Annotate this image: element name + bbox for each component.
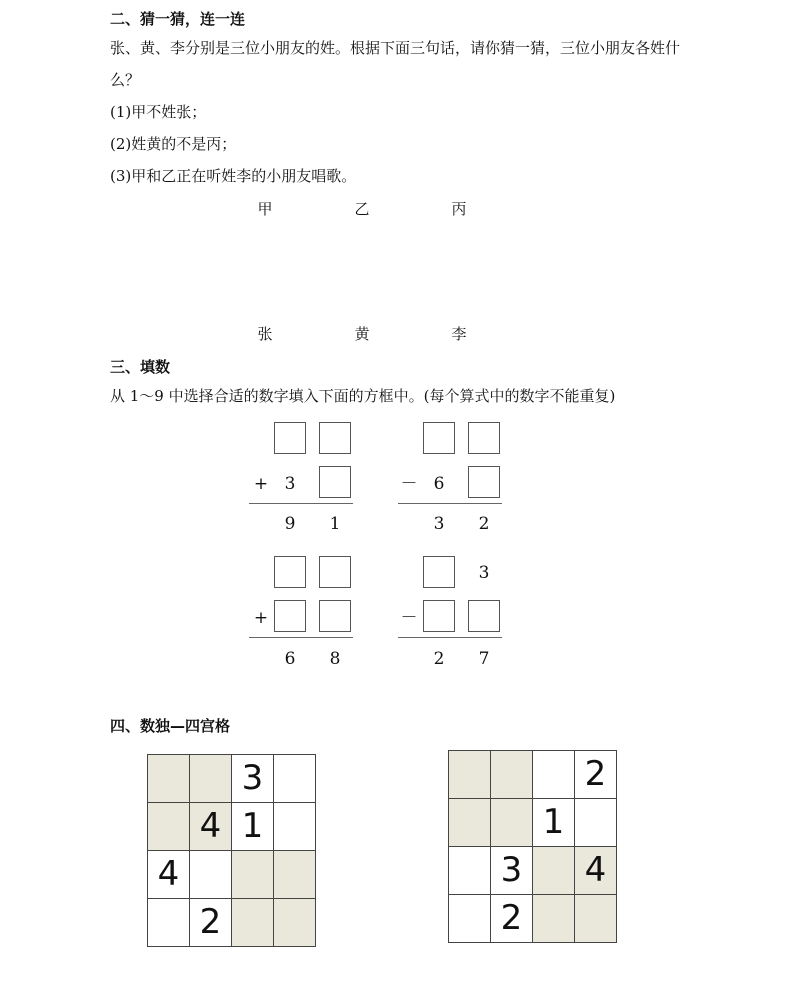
sudoku-cell: 4 <box>575 847 617 895</box>
plus-sign: + <box>253 608 269 628</box>
section4-heading: 四、数独—四宫格 <box>110 717 231 735</box>
answer-box[interactable] <box>274 556 306 588</box>
sudoku-row <box>148 755 316 803</box>
answer-box[interactable] <box>423 422 455 454</box>
answer-box[interactable] <box>423 600 455 632</box>
section2-intro-line2: 么？ <box>110 71 141 89</box>
answer-box[interactable] <box>274 422 306 454</box>
surname-li[interactable]: 李 <box>451 325 467 343</box>
difference-rule <box>398 637 502 638</box>
sudoku-cell: 2 <box>575 751 617 799</box>
result-digit: 8 <box>329 649 341 669</box>
answer-box[interactable] <box>274 600 306 632</box>
sudoku-cell[interactable] <box>449 751 491 799</box>
sudoku-row <box>449 847 617 895</box>
sudoku-row <box>148 803 316 851</box>
sudoku-cell[interactable] <box>190 851 232 899</box>
section3-heading: 三、填数 <box>110 358 171 376</box>
child-jia[interactable]: 甲 <box>257 200 273 218</box>
sudoku-cell[interactable] <box>491 751 533 799</box>
given-digit: 3 <box>284 474 296 494</box>
answer-box[interactable] <box>468 466 500 498</box>
section3-instruction: 从 1～9 中选择合适的数字填入下面的方框中。(每个算式中的数字不能重复) <box>110 387 616 405</box>
minus-sign: － <box>400 474 418 494</box>
result-digit: 6 <box>284 649 296 669</box>
sudoku-cell[interactable] <box>449 847 491 895</box>
answer-box[interactable] <box>319 466 351 498</box>
answer-box[interactable] <box>423 556 455 588</box>
sudoku-cell: 1 <box>232 803 274 851</box>
sudoku-cell[interactable] <box>148 755 190 803</box>
surname-zhang[interactable]: 张 <box>257 325 273 343</box>
sudoku-cell: 3 <box>232 755 274 803</box>
sudoku-grid-2 <box>448 750 617 943</box>
sudoku-cell[interactable] <box>148 803 190 851</box>
difference-rule <box>398 503 502 504</box>
child-yi[interactable]: 乙 <box>354 200 370 218</box>
sudoku-cell[interactable] <box>575 895 617 943</box>
answer-box[interactable] <box>319 600 351 632</box>
surname-huang[interactable]: 黄 <box>354 325 370 343</box>
minus-sign: － <box>400 608 418 628</box>
sudoku-cell[interactable] <box>449 799 491 847</box>
sudoku-cell[interactable] <box>533 751 575 799</box>
result-digit: 9 <box>284 514 296 534</box>
sudoku-cell[interactable] <box>274 755 316 803</box>
given-digit: 3 <box>478 563 490 583</box>
result-digit: 2 <box>433 649 445 669</box>
sudoku-row <box>449 895 617 943</box>
result-digit: 2 <box>478 514 490 534</box>
sudoku-cell[interactable] <box>274 899 316 947</box>
answer-box[interactable] <box>319 556 351 588</box>
answer-box[interactable] <box>319 422 351 454</box>
sum-rule <box>249 503 353 504</box>
clue-2: (2)姓黄的不是丙； <box>110 135 237 153</box>
sudoku-cell[interactable] <box>190 755 232 803</box>
sudoku-cell: 3 <box>491 847 533 895</box>
sudoku-cell[interactable] <box>232 899 274 947</box>
clue-3: (3)甲和乙正在听姓李的小朋友唱歌。 <box>110 167 357 185</box>
sudoku-row <box>148 851 316 899</box>
sudoku-cell: 4 <box>148 851 190 899</box>
sum-rule <box>249 637 353 638</box>
answer-box[interactable] <box>468 422 500 454</box>
result-digit: 3 <box>433 514 445 534</box>
sudoku-cell[interactable] <box>274 851 316 899</box>
given-digit: 6 <box>433 474 445 494</box>
answer-box[interactable] <box>468 600 500 632</box>
sudoku-cell[interactable] <box>274 803 316 851</box>
result-digit: 1 <box>329 514 341 534</box>
sudoku-cell[interactable] <box>575 799 617 847</box>
result-digit: 7 <box>478 649 490 669</box>
child-bing[interactable]: 丙 <box>451 200 467 218</box>
sudoku-cell: 2 <box>491 895 533 943</box>
sudoku-row <box>449 751 617 799</box>
sudoku-cell[interactable] <box>533 847 575 895</box>
sudoku-row <box>449 799 617 847</box>
section2-intro-line1: 张、黄、李分别是三位小朋友的姓。根据下面三句话，请你猜一猜，三位小朋友各姓什 <box>110 39 681 57</box>
sudoku-cell[interactable] <box>491 799 533 847</box>
sudoku-cell[interactable] <box>533 895 575 943</box>
sudoku-row <box>148 899 316 947</box>
sudoku-cell: 4 <box>190 803 232 851</box>
section2-heading: 二、猜一猜，连一连 <box>110 10 246 28</box>
sudoku-cell[interactable] <box>449 895 491 943</box>
sudoku-grid-1 <box>147 754 316 947</box>
sudoku-cell[interactable] <box>232 851 274 899</box>
plus-sign: + <box>253 474 269 494</box>
sudoku-cell: 1 <box>533 799 575 847</box>
sudoku-cell: 2 <box>190 899 232 947</box>
sudoku-cell[interactable] <box>148 899 190 947</box>
clue-1: (1)甲不姓张； <box>110 103 207 121</box>
